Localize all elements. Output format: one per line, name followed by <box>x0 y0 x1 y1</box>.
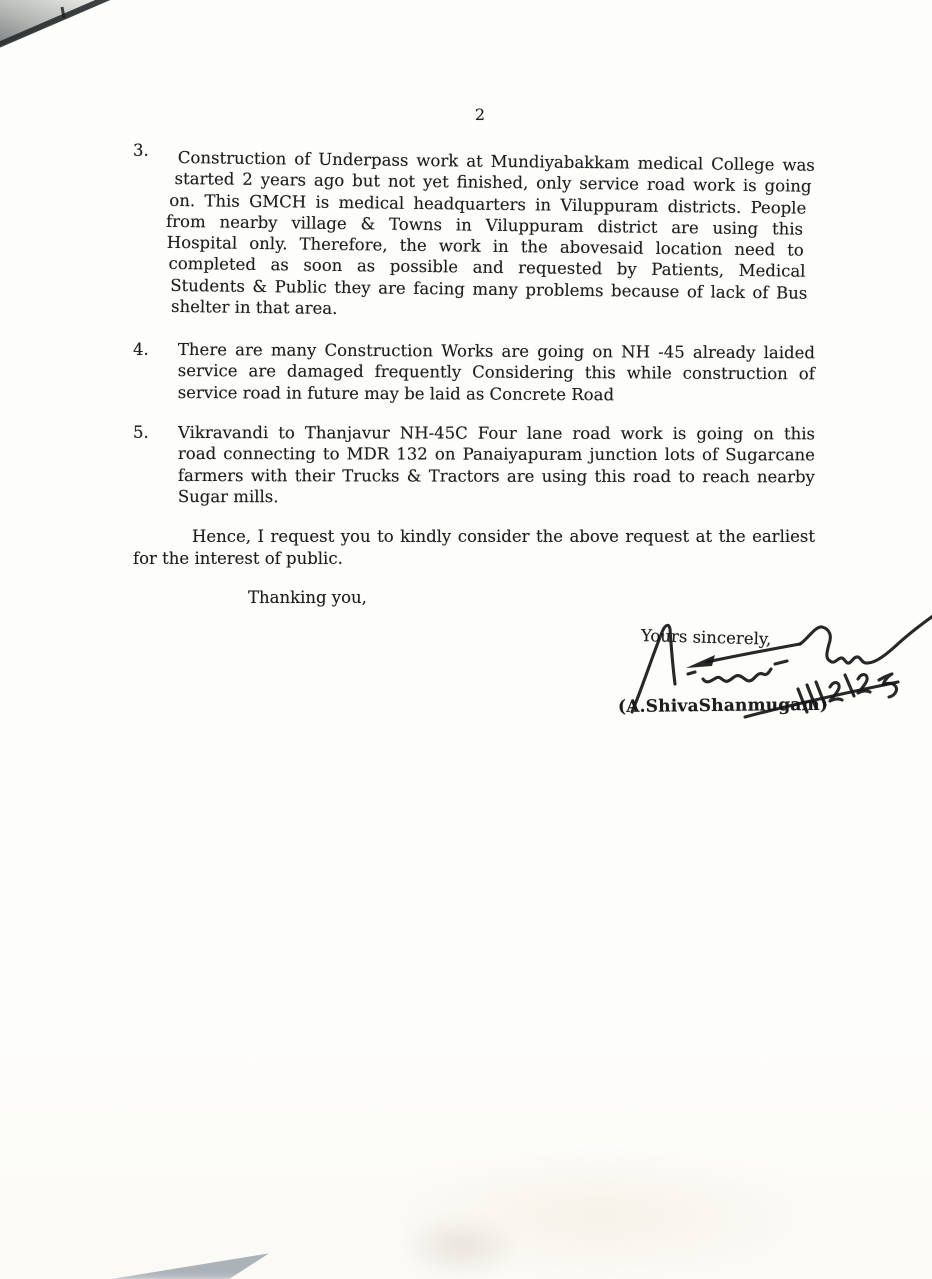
text-line: farmers with their Trucks & Tractors are using this road to reach nearby <box>177 465 815 487</box>
text-line: Construction of Underpass work at Mundiyabakkam medical College was <box>177 147 815 175</box>
signature-crossbar <box>707 644 800 662</box>
text-line: Vikravandi to Thanjavur NH-45C Four lane road work is going on this <box>177 423 815 444</box>
text-line: Students & Public they are facing many problems because of lack of Bus <box>170 275 808 303</box>
item-number: 5. <box>133 423 149 443</box>
text-line: Hospital only. Therefore, the work in the abovesaid location need to <box>166 233 804 260</box>
letter-body <box>133 140 815 608</box>
bottom-corner-shadow <box>98 1244 278 1279</box>
text-line: completed as soon as possible and requested by Patients, Medical <box>168 254 806 282</box>
item-number: 4. <box>133 340 149 360</box>
signature-flourish <box>800 616 932 663</box>
item-paragraph <box>178 339 815 406</box>
text-line: for the interest of public. <box>133 548 343 568</box>
text-line: Hence, I request you to kindly consider the above request at the earliest <box>192 527 815 547</box>
text-line: shelter in that area. <box>170 297 338 319</box>
page-corner-fold <box>0 0 160 80</box>
text-line: There are many Construction Works are going on NH -45 already laided <box>177 340 815 363</box>
numbered-list <box>133 140 815 507</box>
list-item <box>133 339 815 403</box>
signature-stroke-dot <box>688 672 695 674</box>
item-paragraph <box>165 147 815 325</box>
signature-salutation: Yours sincerely, <box>640 626 772 649</box>
list-item <box>133 140 815 317</box>
page-number: 2 <box>474 105 486 124</box>
text-line: on. This GMCH is medical headquarters in Viluppuram districts. People <box>169 190 807 218</box>
text-line: service road in future may be laid as Concrete Road <box>177 382 615 405</box>
closing-paragraph <box>133 526 815 569</box>
signatory-name: (A.ShivaShanmugam) <box>617 694 829 717</box>
text-line: from nearby village & Towns in Viluppuram district are using this <box>165 211 804 239</box>
signature-icon <box>595 596 932 746</box>
text-line: started 2 years ago but not yet finished, only service road work is going <box>174 169 812 197</box>
paper-smudge-dark <box>400 1215 520 1279</box>
fold-edge-tick <box>62 7 64 18</box>
signature-stroke-a <box>632 625 675 712</box>
signature-cursive <box>703 661 787 682</box>
list-item <box>133 422 815 507</box>
item-number: 3. <box>133 141 149 160</box>
text-line: Sugar mills. <box>177 487 279 507</box>
item-paragraph <box>178 422 815 509</box>
thanking-line: Thanking you, <box>248 588 367 608</box>
text-line: service are damaged frequently Considering this while construction of <box>177 361 815 385</box>
text-line: road connecting to MDR 132 on Panaiyapuram junction lots of Sugarcane <box>177 444 815 465</box>
